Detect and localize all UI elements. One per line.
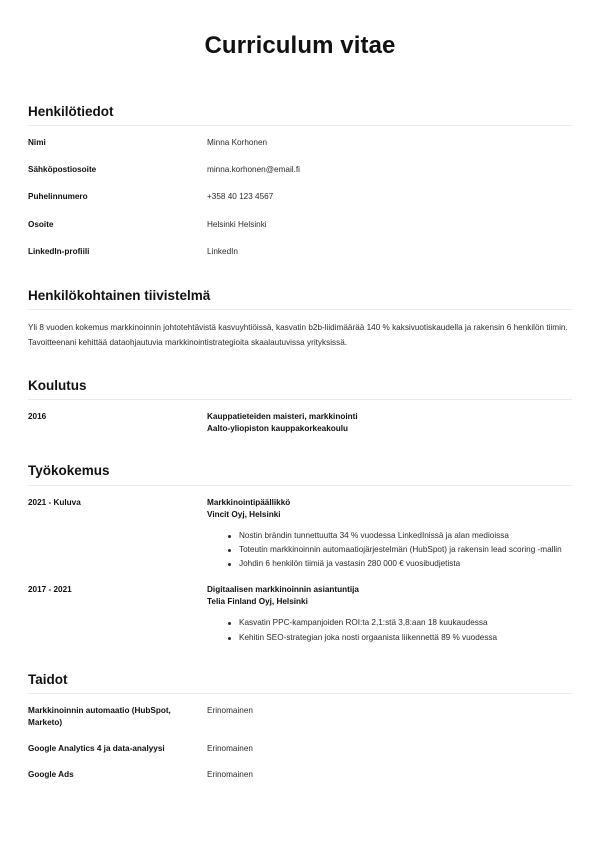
education-entry [28,411,572,435]
experience-employer: Vincit Oyj, Helsinki [207,509,281,519]
section-education [28,377,572,435]
experience-entry [28,497,572,571]
education-degree: Kauppatieteiden maisteri, markkinointi [207,412,358,422]
personal-details-table [28,137,572,256]
section-skills [28,671,572,781]
table-row [28,219,572,246]
detail-value: minna.korhonen@email.fi [207,165,300,175]
section-heading-personal-details: Henkilötiedot [28,103,114,119]
experience-employer: Telia Finland Oyj, Helsinki [207,597,308,607]
experience-date: 2021 - Kuluva [28,497,81,507]
table-row [28,246,572,257]
skill-level: Erinomainen [207,744,253,754]
detail-value: +358 40 123 4567 [207,192,274,202]
list-item: Johdin 6 henkilön tiimiä ja vastasin 280 000 € vuosibudjetista [228,558,572,570]
section-divider [28,485,572,486]
experience-job-title: Digitaalisen markkinoinnin asiantuntija [207,585,359,595]
experience-entry [28,584,572,643]
education-date: 2016 [28,412,47,422]
skill-name: Google Ads [28,770,74,780]
skill-level: Erinomainen [207,770,253,780]
experience-achievements [207,617,572,644]
summary-paragraph: Yli 8 vuoden kokemus markkinoinnin johtotehtävistä kasvuyhtiöissä, kasvatin b2b-liidimäärää 140 % kaksivuotiskaudella ja rakensin 6 henkilön tiimin. Tavoitteenani kehittää dataohjautuvia markkinointistrategioita skaalautuvissa yrityksissä. [28,323,568,347]
skill-level: Erinomainen [207,706,253,716]
detail-value: Helsinki Helsinki [207,219,267,229]
section-heading-skills: Taidot [28,671,68,687]
skill-name: Markkinoinnin automaatio (HubSpot, Marketo) [28,706,171,728]
section-heading-work-experience: Työkokemus [28,463,110,479]
experience-date: 2017 - 2021 [28,585,72,595]
section-work-experience [28,462,572,644]
list-item: Kasvatin PPC-kampanjoiden ROI:ta 2,1:stä 3,8:aan 18 kuukaudessa [228,617,572,629]
detail-label: LinkedIn-profiili [28,246,90,256]
section-personal-summary [28,287,572,350]
page-title: Curriculum vitae [204,32,396,59]
section-personal-details [28,103,572,257]
education-body [207,411,572,435]
experience-body [207,497,572,571]
section-heading-education: Koulutus [28,377,87,393]
skill-name: Google Analytics 4 ja data-analyysi [28,744,165,754]
detail-label: Sähköpostiosoite [28,165,97,175]
detail-label: Nimi [28,138,46,148]
experience-achievements [207,530,572,571]
detail-value-linkedin[interactable]: LinkedIn [207,246,238,256]
section-divider [28,309,572,310]
section-divider [28,693,572,694]
experience-job-title: Markkinointipäällikkö [207,497,291,507]
section-divider [28,399,572,400]
table-row [28,164,572,191]
section-divider [28,125,572,126]
list-item: Toteutin markkinoinnin automaatiojärjestelmän (HubSpot) ja rakensin lead scoring -mallin [228,544,572,556]
detail-label: Osoite [28,219,54,229]
skill-row [28,705,572,729]
skill-row [28,769,572,781]
table-row [28,137,572,164]
list-item: Kehitin SEO-strategian joka nosti orgaanista liikennettä 89 % vuodessa [228,632,572,644]
detail-label: Puhelinnumero [28,192,88,202]
skill-row [28,743,572,755]
education-institution: Aalto-yliopiston kauppakorkeakoulu [207,424,349,434]
detail-value: Minna Korhonen [207,138,268,148]
section-heading-personal-summary: Henkilökohtainen tiivistelmä [28,287,211,303]
table-row [28,191,572,218]
experience-body [207,584,572,643]
list-item: Nostin brändin tunnettuutta 34 % vuodessa LinkedInissä ja alan medioissa [228,530,572,542]
